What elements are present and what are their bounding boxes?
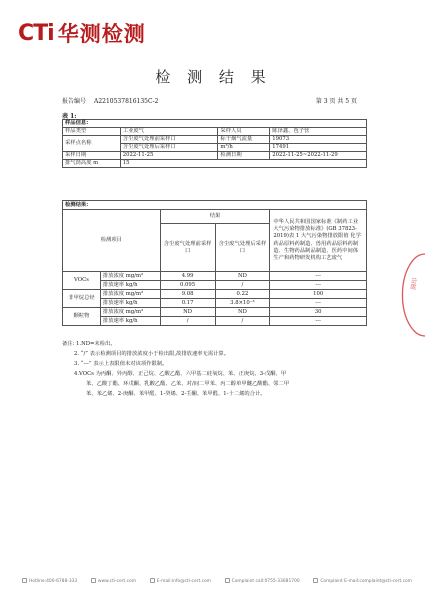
info-label: 采样日期 [63,152,121,160]
value-before: 9.08 [160,290,215,299]
note-4: 4.VOCs 为丙酮、异丙醇、正己烷、乙酸乙酯、六甲基二硅氧烷、苯、正庚烷、3-戊酮、甲 [74,371,287,378]
report-number-value: A2210537816135C-2 [94,98,159,105]
info-value: 19073 [270,136,367,144]
limit-value: --- [270,299,367,308]
footer-complaint-call: Complaint call:0755-33681700 [225,578,300,584]
limit-value: 100 [270,290,367,299]
info-label: m³/h [218,144,270,152]
value-after: / [215,281,270,290]
info-value: 工业废气 [120,128,218,136]
info-value: 17491 [270,144,367,152]
value-before: 0.095 [160,281,215,290]
info-label: 检测日期 [218,152,270,160]
value-before: / [160,317,215,326]
note-4-cont: 苯、苯乙烯、2-庚酮、苯甲醛、1-癸烯、2-壬酮、苯甲醛、1-十二烯的合计。 [86,391,266,398]
info-label: 样品类型 [63,128,121,136]
note-2: 2. “/” 表示检测项目的排放浓度小于检出限,故排放速率无需计算。 [74,351,230,358]
page-info: 第 3 页 共 5 页 [315,98,357,105]
value-before: 0.17 [160,299,215,308]
item-name: VOCs [63,272,101,290]
value-after: 0.22 [215,290,270,299]
limit-value: 30 [270,308,367,317]
info-value: 含尘废气处理前采样口 [120,136,218,144]
value-after: 3.8×10⁻³ [215,299,270,308]
mail-icon [313,578,318,583]
info-label: 采样点名称 [63,136,121,152]
svg-text:圆印: 圆印 [410,277,420,291]
footer [22,578,412,584]
note-1: 备注: 1.ND=未检出。 [62,341,116,347]
footer-hotline: Hotline:400-6788-333 [22,578,77,584]
value-after: ND [215,308,270,317]
limit-value: --- [270,281,367,290]
param-name: 排放浓度 mg/m³ [100,308,160,317]
globe-icon [91,578,96,583]
info-label: 排气筒高度 m [63,160,121,168]
sample-info-title: 样品信息: [63,120,367,128]
note-3: 3. “---” 表示上表限值未对该项作限制。 [74,361,168,368]
results-table [62,200,367,326]
red-stamp-icon [401,250,425,340]
note-4-cont: 苯、乙酸丁酯、环戊酮、乳酸乙酯、乙苯、对/间二甲苯、丙二醇单甲醚乙酸酯、邻二甲 [86,381,290,388]
param-name: 排放速率 kg/h [100,281,160,290]
item-name: 颗粒物 [63,308,101,326]
param-name: 排放浓度 mg/m³ [100,272,160,281]
col-item-header: 检测项目 [63,210,161,272]
logo-text: 华测检测 [57,22,146,46]
page-title: 检 测 结 果 [155,68,272,86]
results-title: 检测结果: [63,201,367,210]
company-logo [18,20,146,46]
param-name: 排放浓度 mg/m³ [100,290,160,299]
logo-mark: CTi [18,20,54,46]
report-number [62,96,158,105]
value-after: ND [215,272,270,281]
footer-email: E-mail:info@cti-cert.com [150,578,211,584]
info-label: 标干烟气流量 [218,136,270,144]
col-standard-header: 中华人民共和国国家标准《制药工业大气污染物排放标准》(GB 37823-2019)表 1 大气污染物排放限值 化学药品原料药制造、兽用药品原料药制造、生物药品制品制造、医药中间体生产和药物研发机构工艺废气 [270,210,367,272]
limit-value: --- [270,272,367,281]
value-after: / [215,317,270,326]
phone-icon [225,578,230,583]
phone-icon [22,578,27,583]
notes [62,339,367,399]
info-value: 含尘废气处理后采样口 [120,144,218,152]
col-after-header: 含尘废气处理后采样口 [215,224,270,272]
item-name: 非甲烷总烃 [63,290,101,308]
report-number-label: 报告编号 [62,98,87,105]
value-before: ND [160,308,215,317]
info-label: 采样人员 [218,128,270,136]
info-value: 2022-11-25~2022-11-29 [270,152,367,160]
col-result-header: 结果 [160,210,270,224]
footer-web: www.cti-cert.com [91,578,136,584]
limit-value: --- [270,317,367,326]
info-value: 2022-11-25 [120,152,218,160]
info-value: 陈泽鑫、苞子营 [270,128,367,136]
param-name: 排放速率 kg/h [100,317,160,326]
info-value: 15 [120,160,366,168]
value-before: 4.99 [160,272,215,281]
param-name: 排放速率 kg/h [100,299,160,308]
footer-complaint-email: Complaint E-mail:complaint@cti-cert.com [313,578,412,584]
sample-info-table [62,119,367,168]
mail-icon [150,578,155,583]
table-label: 表 1: [62,113,77,120]
col-before-header: 含尘废气处理前采样口 [160,224,215,272]
